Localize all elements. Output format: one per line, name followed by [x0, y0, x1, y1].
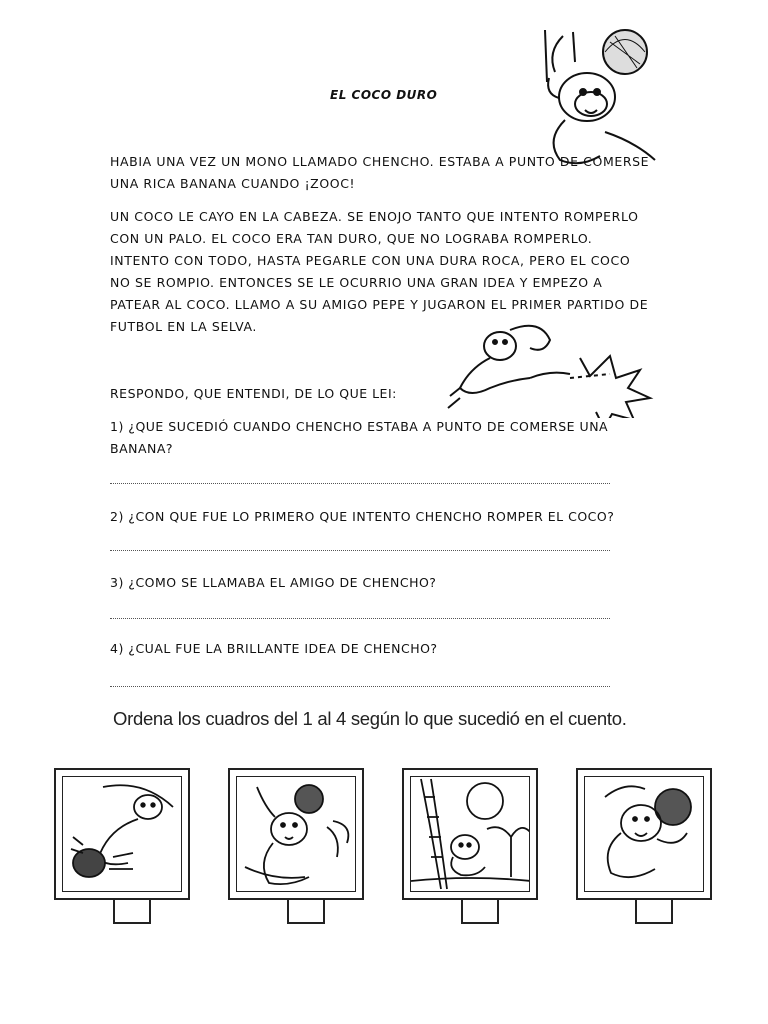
monkey-coconut-head-illustration — [525, 22, 665, 167]
frame-2-number-box[interactable] — [287, 900, 325, 924]
ordering-instruction: Ordena los cuadros del 1 al 4 según lo que sucedió en el cuento. — [113, 708, 627, 729]
story-paragraph-2: UN COCO LE CAYO EN LA CABEZA. SE ENOJO TANTO QUE INTENTO ROMPERLO CON UN PALO. EL COCO ERA TAN DURO, QUE NO LOGRABA ROMPERLO. INTENTO CON TODO, HASTA PEGARLE CON UNA DURA ROCA, PERO EL COCO NO SE ROMPIO. ENTONCES SE LE OCURRIO UNA GRAN IDEA Y EMPEZO A PATEAR AL COCO. LLAMO A SU AMIGO PEPE Y JUGARON EL PRIMER PARTIDO DE FUTBOL EN LA SELVA. — [110, 209, 649, 334]
story-frame-1 — [54, 768, 190, 900]
frame-3-number-box[interactable] — [461, 900, 499, 924]
answer-prompt: RESPONDO, QUE ENTENDI, DE LO QUE LEI: — [110, 386, 397, 401]
story-paragraph-1: HABIA UNA VEZ UN MONO LLAMADO CHENCHO. ESTABA A PUNTO DE COMERSE UNA RICA BANANA CUANDO ¡ZOOC! — [110, 154, 650, 191]
monkey-hugging-coconut-icon — [585, 777, 704, 892]
answer-line-3[interactable] — [110, 618, 610, 619]
answer-line-1[interactable] — [110, 483, 610, 484]
question-2: 2) ¿CON QUE FUE LO PRIMERO QUE INTENTO CHENCHO ROMPER EL COCO? — [110, 509, 615, 524]
story-frame-3 — [402, 768, 538, 900]
story-frame-4 — [576, 768, 712, 900]
frame-1-number-box[interactable] — [113, 900, 151, 924]
monkey-under-palm-tree-icon — [411, 777, 530, 892]
question-4: 4) ¿CUAL FUE LA BRILLANTE IDEA DE CHENCHO? — [110, 641, 438, 656]
answer-line-4[interactable] — [110, 686, 610, 687]
frame-4-number-box[interactable] — [635, 900, 673, 924]
monkey-hit-by-coconut-icon — [237, 777, 356, 892]
story-frame-2 — [228, 768, 364, 900]
monkey-with-coconut-icon — [525, 22, 665, 167]
story-title: EL COCO DURO — [330, 88, 438, 102]
question-1: 1) ¿QUE SUCEDIÓ CUANDO CHENCHO ESTABA A PUNTO DE COMERSE UNA BANANA? — [110, 419, 609, 456]
answer-line-2[interactable] — [110, 550, 610, 551]
question-3: 3) ¿COMO SE LLAMABA EL AMIGO DE CHENCHO? — [110, 575, 437, 590]
monkey-kicking-coconut-icon — [63, 777, 182, 892]
